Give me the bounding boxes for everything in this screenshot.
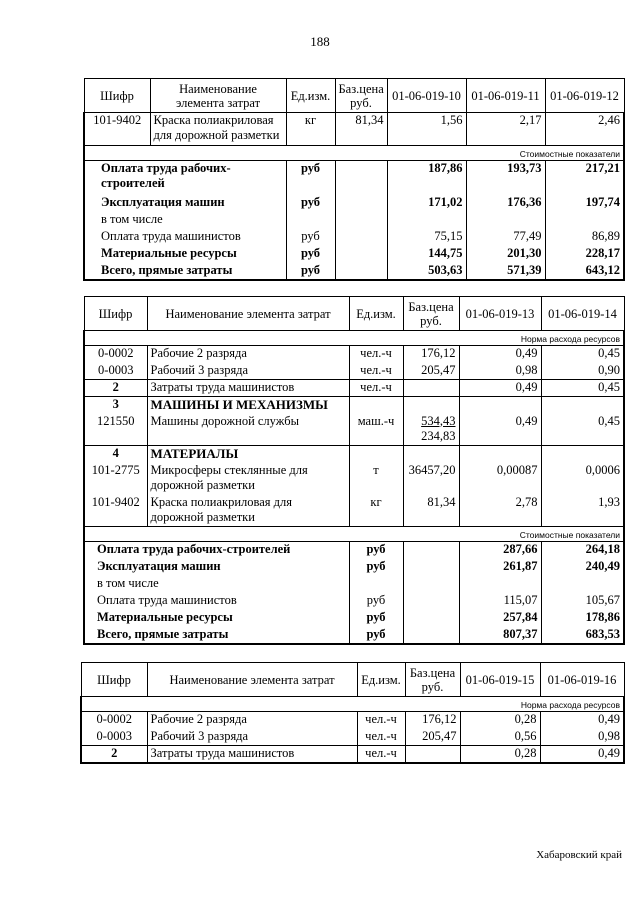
row-value: 0,45: [541, 380, 624, 397]
section-title: МАТЕРИАЛЫ: [147, 446, 349, 463]
row-code: 121550: [84, 414, 147, 446]
resource-table-2: [83, 296, 625, 645]
summary-name: Эксплуатация машин: [84, 195, 286, 212]
col-header-code-13: 01-06-019-13: [459, 297, 541, 331]
row-name: Краска полиакриловая для дорожной разметки: [147, 495, 349, 527]
section-code: 3: [84, 397, 147, 414]
row-code: 2: [84, 380, 147, 397]
region-footer: Хабаровский край: [536, 849, 622, 861]
table-row: [84, 463, 624, 495]
cost-indicators-caption: Стоимостные показатели: [84, 527, 624, 542]
table-header-row: [84, 297, 624, 331]
row-name: Рабочий 3 разряда: [147, 363, 349, 380]
summary-value: 807,37: [459, 627, 541, 644]
summary-value: 178,86: [541, 610, 624, 627]
summary-value: 197,74: [545, 195, 624, 212]
summary-row: [84, 559, 624, 576]
summary-row: [84, 542, 624, 559]
summary-unit: руб: [349, 593, 403, 610]
row-unit: маш.-ч: [349, 414, 403, 446]
summary-row: [84, 195, 624, 212]
row-value: 1,56: [387, 113, 466, 146]
col-header-unit: Ед.изм.: [286, 79, 335, 113]
row-code: 0-0002: [81, 712, 147, 729]
summary-value: 171,02: [387, 195, 466, 212]
row-price: 534,43: [421, 413, 456, 428]
row-value: 0,0006: [541, 463, 624, 495]
row-code: 101-9402: [84, 495, 147, 527]
table-row: [84, 113, 624, 146]
row-code: 101-9402: [84, 113, 150, 146]
resource-table-1: [83, 78, 625, 281]
row-name: Краска полиакриловая для дорожной разметки: [150, 113, 286, 146]
col-header-code-10: 01-06-019-10: [387, 79, 466, 113]
row-price: 176,12: [403, 346, 459, 363]
row-name: Рабочие 2 разряда: [147, 712, 357, 729]
summary-row: [84, 212, 624, 229]
summary-row: [84, 229, 624, 246]
row-value: 0,98: [540, 729, 624, 746]
summary-row: [84, 610, 624, 627]
summary-row: [84, 627, 624, 644]
row-code: 0-0003: [84, 363, 147, 380]
section-title: МАШИНЫ И МЕХАНИЗМЫ: [147, 397, 349, 414]
row-value: 0,28: [460, 712, 540, 729]
caption-row: [84, 146, 624, 161]
row-name: Рабочие 2 разряда: [147, 346, 349, 363]
col-header-price: Баз.цена руб.: [403, 297, 459, 331]
summary-unit: руб: [286, 161, 335, 195]
summary-name: в том числе: [84, 212, 286, 229]
row-value: 0,49: [540, 712, 624, 729]
row-unit: чел.-ч: [357, 729, 405, 746]
section-heading-row: [84, 446, 624, 463]
section-heading-row: [84, 397, 624, 414]
summary-row: [84, 246, 624, 263]
col-header-code-12: 01-06-019-12: [545, 79, 624, 113]
row-unit: чел.-ч: [349, 363, 403, 380]
row-price: 36457,20: [403, 463, 459, 495]
row-value: 0,45: [541, 346, 624, 363]
row-price: 205,47: [403, 363, 459, 380]
summary-value: 187,86: [387, 161, 466, 195]
summary-value: 75,15: [387, 229, 466, 246]
caption-row: [84, 331, 624, 346]
summary-value: 193,73: [466, 161, 545, 195]
row-unit: чел.-ч: [349, 346, 403, 363]
summary-value: 105,67: [541, 593, 624, 610]
summary-value: 240,49: [541, 559, 624, 576]
cost-indicators-caption: Стоимостные показатели: [84, 146, 624, 161]
col-header-code: Шифр: [84, 79, 150, 113]
summary-name: в том числе: [84, 576, 349, 593]
norm-caption: Норма расхода ресурсов: [84, 331, 624, 346]
col-header-unit: Ед.изм.: [357, 663, 405, 697]
norm-caption: Норма расхода ресурсов: [81, 697, 624, 712]
row-code: 2: [81, 746, 147, 763]
section-code: 4: [84, 446, 147, 463]
table-row: [84, 414, 624, 446]
row-unit: чел.-ч: [349, 380, 403, 397]
col-header-price: Баз.цена руб.: [405, 663, 460, 697]
row-unit: чел.-ч: [357, 746, 405, 763]
row-unit: чел.-ч: [357, 712, 405, 729]
row-value: 1,93: [541, 495, 624, 527]
col-header-name: Наименование элемента затрат: [147, 297, 349, 331]
summary-unit: руб: [286, 246, 335, 263]
caption-row: [81, 697, 624, 712]
row-name: Затраты труда машинистов: [147, 380, 349, 397]
row-value: 0,45: [541, 414, 624, 446]
row-code: 0-0003: [81, 729, 147, 746]
caption-row: [84, 527, 624, 542]
summary-unit: руб: [286, 229, 335, 246]
summary-value: 264,18: [541, 542, 624, 559]
row-price: 205,47: [405, 729, 460, 746]
row-value: 0,49: [459, 380, 541, 397]
summary-name: Оплата труда машинистов: [84, 229, 286, 246]
row-unit: т: [349, 463, 403, 495]
table-header-row: [81, 663, 624, 697]
table-row: [81, 729, 624, 746]
summary-name: Оплата труда рабочих-строителей: [84, 542, 349, 559]
summary-name: Эксплуатация машин: [84, 559, 349, 576]
table-row: [81, 746, 624, 763]
col-header-unit: Ед.изм.: [349, 297, 403, 331]
summary-value: 176,36: [466, 195, 545, 212]
summary-row: [84, 593, 624, 610]
summary-unit: руб: [349, 559, 403, 576]
summary-unit: руб: [349, 542, 403, 559]
page-number: 188: [310, 34, 330, 49]
row-name: Затраты труда машинистов: [147, 746, 357, 763]
summary-value: 217,21: [545, 161, 624, 195]
col-header-code-15: 01-06-019-15: [460, 663, 540, 697]
row-value: 2,78: [459, 495, 541, 527]
summary-unit: руб: [349, 610, 403, 627]
row-value: 0,49: [540, 746, 624, 763]
summary-row: [84, 161, 624, 195]
summary-value: 643,12: [545, 263, 624, 280]
row-name: Микросферы стеклянные для дорожной разметки: [147, 463, 349, 495]
col-header-name: Наименование элемента затрат: [147, 663, 357, 697]
summary-name: Материальные ресурсы: [84, 610, 349, 627]
summary-name: Всего, прямые затраты: [84, 627, 349, 644]
table-row: [84, 346, 624, 363]
summary-value: 571,39: [466, 263, 545, 280]
summary-unit: руб: [286, 195, 335, 212]
col-header-code-14: 01-06-019-14: [541, 297, 624, 331]
row-value: 0,56: [460, 729, 540, 746]
row-value: 0,49: [459, 346, 541, 363]
summary-unit: руб: [349, 627, 403, 644]
row-value: 0,90: [541, 363, 624, 380]
summary-name: Оплата труда рабочих-строителей: [84, 161, 286, 195]
row-unit: кг: [349, 495, 403, 527]
row-code: 0-0002: [84, 346, 147, 363]
summary-value: 144,75: [387, 246, 466, 263]
table-row: [84, 380, 624, 397]
col-header-code: Шифр: [84, 297, 147, 331]
summary-value: 683,53: [541, 627, 624, 644]
col-header-code-16: 01-06-019-16: [540, 663, 624, 697]
table-row: [84, 363, 624, 380]
summary-value: 261,87: [459, 559, 541, 576]
summary-value: 287,66: [459, 542, 541, 559]
summary-name: Оплата труда машинистов: [84, 593, 349, 610]
row-value: 2,46: [545, 113, 624, 146]
summary-name: Материальные ресурсы: [84, 246, 286, 263]
row-value: 0,98: [459, 363, 541, 380]
row-code: 101-2775: [84, 463, 147, 495]
summary-row: [84, 263, 624, 280]
row-price: 176,12: [405, 712, 460, 729]
summary-value: 228,17: [545, 246, 624, 263]
summary-unit: руб: [286, 263, 335, 280]
summary-value: 86,89: [545, 229, 624, 246]
row-price: 81,34: [403, 495, 459, 527]
summary-row: [84, 576, 624, 593]
row-value: 0,00087: [459, 463, 541, 495]
row-value: 0,49: [459, 414, 541, 446]
row-price: 81,34: [335, 113, 387, 146]
table-row: [84, 495, 624, 527]
col-header-price: Баз.цена руб.: [335, 79, 387, 113]
summary-value: 201,30: [466, 246, 545, 263]
row-value: 0,28: [460, 746, 540, 763]
row-unit: кг: [286, 113, 335, 146]
row-value: 2,17: [466, 113, 545, 146]
summary-value: 77,49: [466, 229, 545, 246]
summary-name: Всего, прямые затраты: [84, 263, 286, 280]
summary-value: 257,84: [459, 610, 541, 627]
table-header-row: [84, 79, 624, 113]
summary-value: 115,07: [459, 593, 541, 610]
col-header-name: Наименование элемента затрат: [150, 79, 286, 113]
row-name: Рабочий 3 разряда: [147, 729, 357, 746]
row-name: Машины дорожной службы: [147, 414, 349, 446]
row-price-secondary: 234,83: [421, 428, 456, 443]
col-header-code-11: 01-06-019-11: [466, 79, 545, 113]
resource-table-3: [80, 662, 625, 764]
summary-value: 503,63: [387, 263, 466, 280]
col-header-code: Шифр: [81, 663, 147, 697]
table-row: [81, 712, 624, 729]
